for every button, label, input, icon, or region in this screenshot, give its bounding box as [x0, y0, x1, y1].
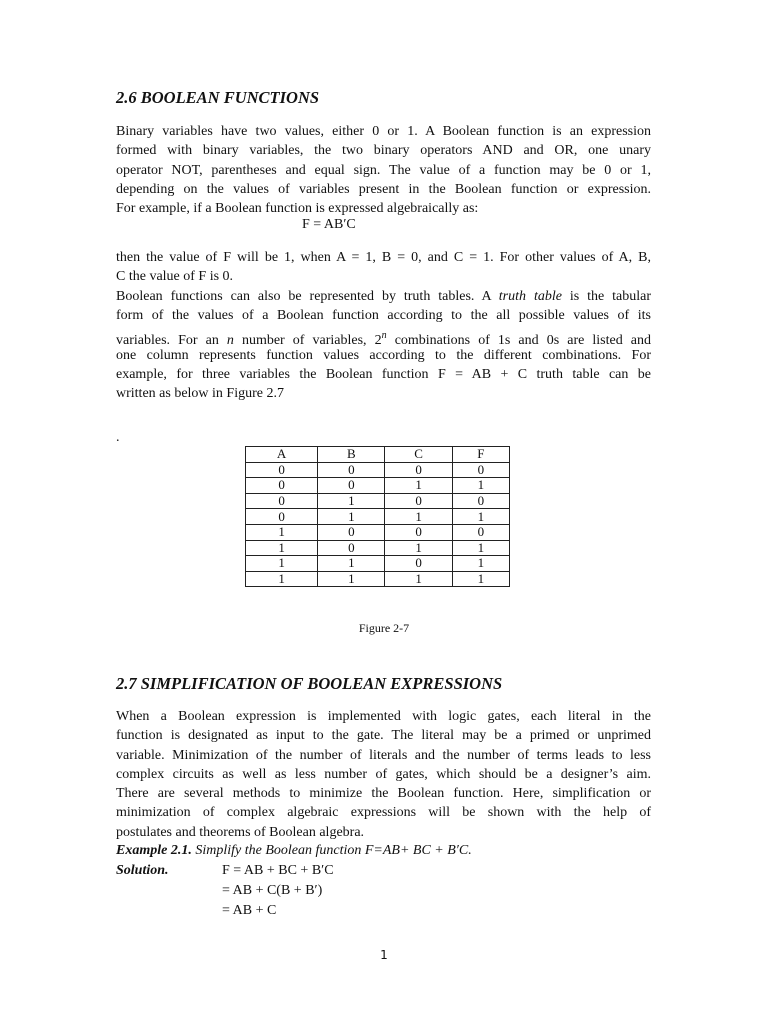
table-cell: 0: [385, 556, 452, 572]
table-cell: 1: [246, 556, 318, 572]
table-cell: 1: [318, 571, 385, 587]
table-header-cell: C: [385, 447, 452, 463]
exponent-n: n: [381, 329, 387, 341]
text-line: one column represents function values according to the different combinations. For: [116, 347, 651, 363]
table-cell: 1: [385, 540, 452, 556]
table-row: [246, 540, 510, 556]
text-line: depending on the values of variables present in the Boolean function or expression.: [116, 181, 651, 197]
text-line: variable. Minimization of the number of literals and the number of terms leads to less: [116, 747, 651, 763]
table-row: [246, 478, 510, 494]
paragraph-value-of-f: [116, 248, 651, 287]
table-row: [246, 524, 510, 540]
table-cell: 0: [385, 462, 452, 478]
table-cell: 1: [385, 478, 452, 494]
stray-period: .: [116, 430, 120, 445]
table-cell: 1: [246, 524, 318, 540]
text-line: function is designated as input to the gate. The literal may be a primed or unprimed: [116, 728, 651, 744]
text-line: postulates and theorems of Boolean algebra.: [116, 824, 365, 840]
table-cell: 1: [452, 509, 509, 525]
formula-f-equals-abc: F = AB′C: [302, 217, 356, 232]
table-header-cell: B: [318, 447, 385, 463]
table-row: [246, 462, 510, 478]
section-heading-boolean-functions: 2.6 BOOLEAN FUNCTIONS: [116, 88, 320, 107]
text-line: minimization of complex algebraic expressions will be shown with the help of: [116, 805, 651, 821]
table-cell: 0: [318, 540, 385, 556]
text-line: operator NOT, parentheses and equal sign. The value of a function may be 0 or 1,: [116, 162, 651, 178]
table-cell: 1: [246, 540, 318, 556]
table-cell: 0: [452, 462, 509, 478]
text-line: When a Boolean expression is implemented with logic gates, each literal in the: [116, 709, 651, 724]
solution-step-1: F = AB + BC + B′C: [222, 863, 334, 878]
table-cell: 0: [452, 524, 509, 540]
table-cell: 0: [452, 493, 509, 509]
text-line: then the value of F will be 1, when A = 1, B = 0, and C = 1. For other values of A, B,: [116, 250, 651, 265]
solution-step-2: = AB + C(B + B′): [222, 883, 323, 898]
table-row: [246, 493, 510, 509]
table-cell: 1: [452, 478, 509, 494]
text-line: There are several methods to minimize the Boolean function. Here, simplification or: [116, 786, 651, 802]
table-cell: 1: [318, 556, 385, 572]
text-line: written as below in Figure 2.7: [116, 386, 284, 402]
table-cell: 0: [246, 478, 318, 494]
table-row: [246, 571, 510, 587]
paragraph-binary-variables: [116, 122, 651, 218]
table-header-cell: F: [452, 447, 509, 463]
table-row: [246, 509, 510, 525]
section-heading-simplification: 2.7 SIMPLIFICATION OF BOOLEAN EXPRESSIONS: [116, 674, 503, 693]
text-line: For example, if a Boolean function is expressed algebraically as:: [116, 201, 479, 217]
truth-table-term: truth table: [498, 289, 562, 304]
paragraph-simplification: [116, 707, 651, 842]
text-line: Binary variables have two values, either 0 or 1. A Boolean function is an expression: [116, 124, 651, 139]
table-row: [246, 556, 510, 572]
table-cell: 1: [318, 493, 385, 509]
example-label: Example 2.1.: [116, 843, 192, 858]
table-cell: 1: [318, 509, 385, 525]
table-header-cell: A: [246, 447, 318, 463]
table-cell: 1: [452, 540, 509, 556]
truth-table: [245, 446, 510, 587]
text-line: variables. For an n number of variables, 2$^n$ combinations of 1s and 0s are listed and: [116, 329, 651, 348]
table-cell: 0: [385, 493, 452, 509]
table-cell: 1: [385, 571, 452, 587]
table-header-row: [246, 447, 510, 463]
text-line: example, for three variables the Boolean function F = AB + C truth table can be: [116, 367, 651, 383]
table-cell: 1: [246, 571, 318, 587]
example-text: Simplify the Boolean function F=AB+ BC + B′C.: [191, 843, 472, 858]
figure-caption: Figure 2-7: [358, 621, 410, 635]
text-line: Boolean functions can also be represented by truth tables. A truth table is the tabular: [116, 289, 651, 304]
text-line: formed with binary variables, the two binary operators AND and OR, one unary: [116, 143, 651, 159]
table-cell: 1: [385, 509, 452, 525]
solution-label: Solution.: [116, 863, 169, 878]
table-cell: 0: [318, 462, 385, 478]
table-cell: 1: [452, 556, 509, 572]
example-line: [116, 843, 472, 859]
text-line: C the value of F is 0.: [116, 269, 234, 285]
table-cell: 0: [246, 509, 318, 525]
text-line: complex circuits as well as less number of gates, which should be a designer’s aim.: [116, 766, 651, 782]
table-cell: 1: [452, 571, 509, 587]
text-line: form of the values of a Boolean function according to the all possible values of its: [116, 308, 651, 324]
table-cell: 0: [246, 493, 318, 509]
table-cell: 0: [318, 524, 385, 540]
table-cell: 0: [246, 462, 318, 478]
page-number: 1: [380, 948, 388, 962]
table-cell: 0: [318, 478, 385, 494]
table-cell: 0: [385, 524, 452, 540]
paragraph-truth-tables: [116, 287, 651, 404]
solution-step-3: = AB + C: [222, 903, 277, 918]
